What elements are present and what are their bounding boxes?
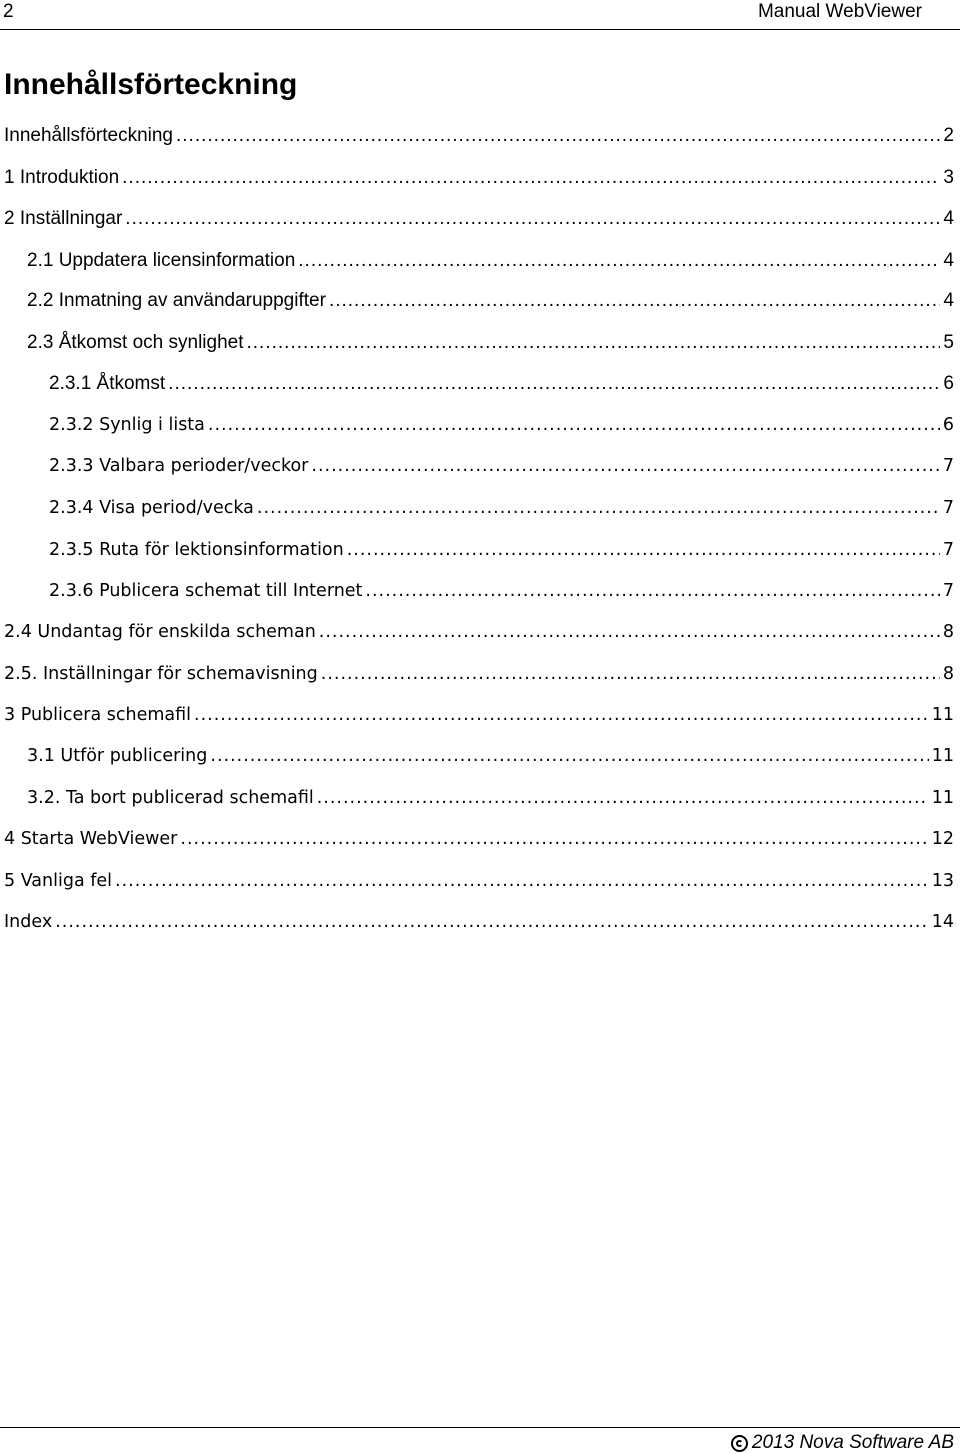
toc-dot-leader	[311, 456, 939, 476]
toc-entry-label[interactable]: 2 Inställningar	[4, 208, 123, 229]
toc-entry-page: 6	[942, 415, 954, 435]
toc-entry[interactable]	[4, 208, 954, 234]
toc-entry[interactable]	[4, 871, 954, 897]
page-footer	[731, 1432, 954, 1454]
toc-entry[interactable]	[49, 456, 954, 482]
toc-dot-leader	[180, 829, 928, 849]
toc-dot-leader	[329, 290, 940, 312]
copyright-text: 2013 Nova Software AB	[751, 1432, 954, 1453]
toc-dot-leader	[257, 498, 940, 518]
toc-entry-label[interactable]: 1 Introduktion	[4, 167, 120, 188]
toc-entry-page: 7	[942, 498, 954, 518]
toc-entry-label[interactable]: 2.3.5 Ruta för lektionsinformation	[49, 540, 344, 560]
toc-entry-label[interactable]: 3.2. Ta bort publicerad schemafil	[27, 788, 314, 808]
toc-dot-leader	[247, 332, 941, 354]
toc-entry-page: 6	[943, 373, 954, 394]
toc-entry-label[interactable]: 5 Vanliga fel	[4, 871, 113, 891]
toc-entry[interactable]	[4, 167, 954, 193]
toc-entry-label[interactable]: 2.3.6 Publicera schemat till Internet	[49, 581, 363, 601]
toc-entry-label[interactable]: 2.5. Inställningar för schemavisning	[4, 664, 318, 684]
toc-entry[interactable]	[27, 788, 954, 814]
toc-entry-page: 4	[943, 250, 954, 271]
toc-entry-label[interactable]: 2.3.2 Synlig i lista	[49, 415, 205, 435]
toc-entry-label[interactable]: Index	[4, 912, 53, 932]
toc-dot-leader	[122, 167, 940, 189]
toc-dot-leader	[319, 622, 940, 642]
toc-dot-leader	[317, 788, 929, 808]
toc-entry-label[interactable]: 2.3.4 Visa period/vecka	[49, 498, 254, 518]
page-header	[0, 0, 960, 30]
toc-dot-leader	[321, 664, 940, 684]
toc-dot-leader	[298, 250, 940, 272]
document-title: Manual WebViewer	[757, 1, 922, 22]
toc-entry-page: 2	[943, 125, 954, 146]
toc-entry[interactable]	[4, 664, 954, 690]
toc-entry-page: 7	[942, 581, 954, 601]
toc-dot-leader	[115, 871, 929, 891]
toc-entry[interactable]	[27, 290, 954, 316]
toc-entry-label[interactable]: 2.3 Åtkomst och synlighet	[27, 332, 244, 353]
toc-entry-page: 12	[931, 829, 954, 849]
toc-entry-page: 11	[931, 746, 954, 766]
toc-entry-page: 7	[942, 540, 954, 560]
toc-entry-label[interactable]: 2.3.3 Valbara perioder/veckor	[49, 456, 309, 476]
toc-entry-page: 11	[931, 788, 954, 808]
toc-entry[interactable]	[27, 250, 954, 276]
toc-entry[interactable]	[4, 622, 954, 648]
copyright-icon	[731, 1435, 748, 1452]
toc-entry[interactable]	[4, 705, 954, 731]
toc-entry-page: 7	[942, 456, 954, 476]
toc-entry-label[interactable]: 4 Starta WebViewer	[4, 829, 178, 849]
toc-entry[interactable]	[49, 581, 954, 607]
toc-entry[interactable]	[4, 829, 954, 855]
toc-dot-leader	[176, 125, 940, 147]
toc-entry[interactable]	[27, 746, 954, 772]
toc-dot-leader	[125, 208, 940, 230]
toc-entry-label[interactable]: 2.1 Uppdatera licensinformation	[27, 250, 296, 271]
page-number: 2	[3, 1, 14, 22]
toc-entry-page: 4	[943, 290, 954, 311]
toc-dot-leader	[194, 705, 929, 725]
footer-divider	[0, 1427, 960, 1428]
toc-entry[interactable]	[4, 912, 954, 938]
toc-entry[interactable]	[49, 540, 954, 566]
toc-dot-leader	[210, 746, 928, 766]
toc-entry-label[interactable]: Innehållsförteckning	[4, 125, 173, 146]
toc-dot-leader	[365, 581, 939, 601]
toc-heading: Innehållsförteckning	[4, 68, 298, 101]
header-divider	[0, 29, 960, 30]
toc-entry-label[interactable]: 2.3.1 Åtkomst	[49, 373, 166, 394]
toc-entry-label[interactable]: 3.1 Utför publicering	[27, 746, 208, 766]
toc-entry-page: 13	[931, 871, 954, 891]
toc-entry-page: 8	[942, 622, 954, 642]
toc-dot-leader	[55, 912, 929, 932]
toc-entry-page: 14	[931, 912, 954, 932]
toc-entry[interactable]	[49, 415, 954, 441]
toc-dot-leader	[208, 415, 940, 435]
toc-entry-page: 5	[943, 332, 954, 353]
toc-dot-leader	[347, 540, 940, 560]
toc-entry[interactable]	[49, 498, 954, 524]
toc-entry[interactable]	[27, 332, 954, 358]
toc-entry[interactable]	[49, 373, 954, 399]
toc-entry-page: 11	[931, 705, 954, 725]
toc-entry-label[interactable]: 2.2 Inmatning av användaruppgifter	[27, 290, 326, 311]
toc-entry-label[interactable]: 2.4 Undantag för enskilda scheman	[4, 622, 316, 642]
toc-dot-leader	[168, 373, 940, 395]
toc-entry[interactable]	[4, 125, 954, 151]
toc-entry-page: 8	[942, 664, 954, 684]
toc-entry-page: 4	[943, 208, 954, 229]
toc-entry-page: 3	[943, 167, 954, 188]
toc-entry-label[interactable]: 3 Publicera schemafil	[4, 705, 191, 725]
